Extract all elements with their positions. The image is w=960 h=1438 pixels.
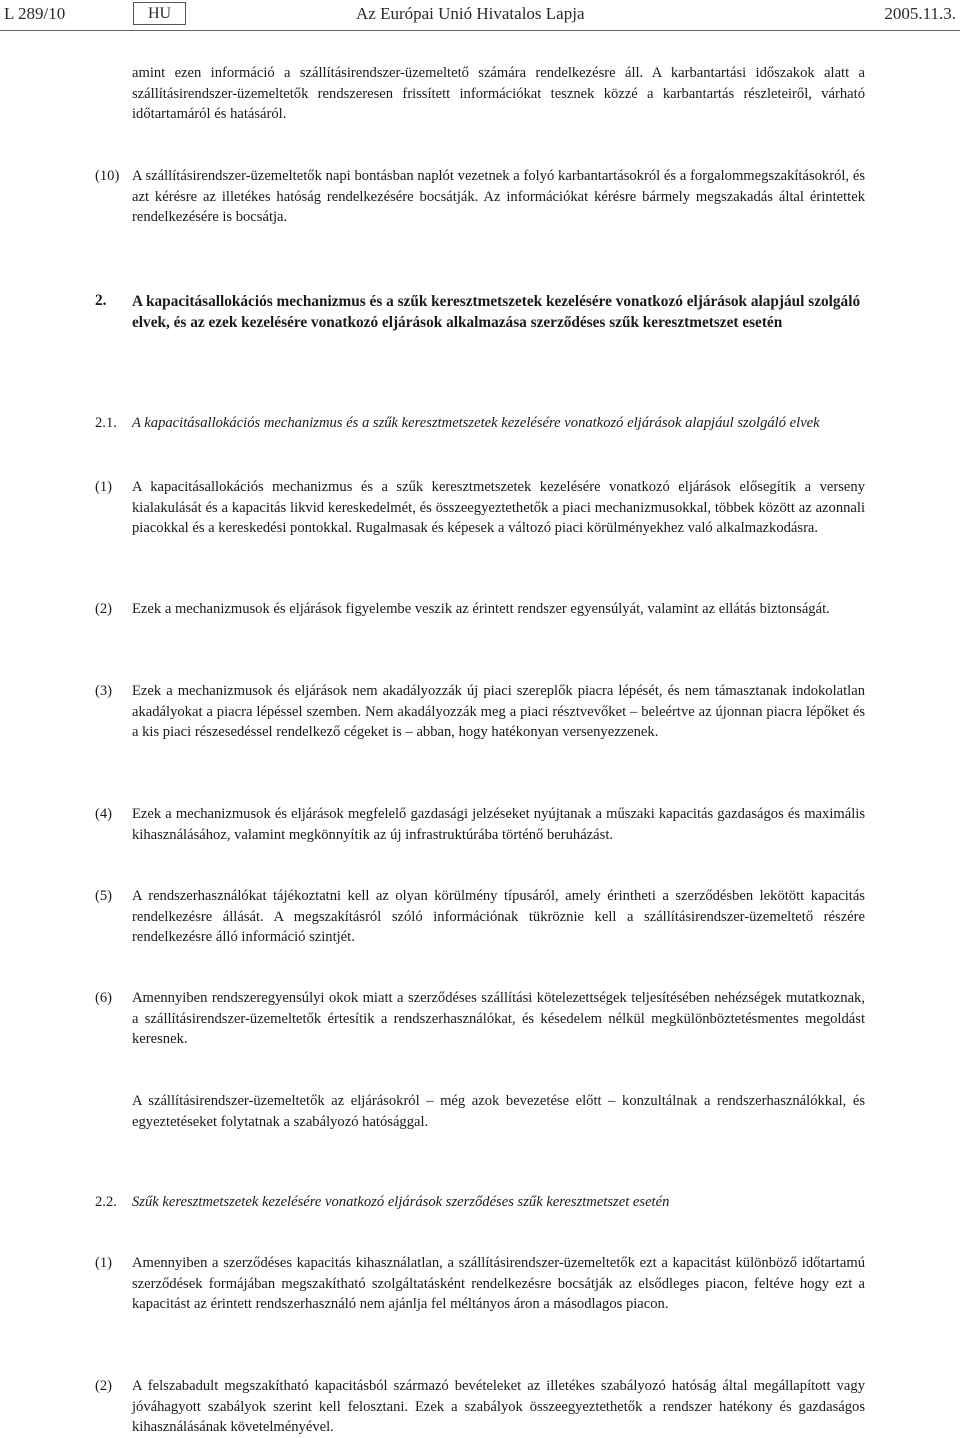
item-text: Ezek a mechanizmusok és eljárások figyelembe veszik az érintett rendszer egyensúlyát, valamint az ellátás biztonságát.	[132, 601, 830, 617]
section-number: 2.	[95, 292, 107, 309]
item-number: (3)	[95, 683, 113, 699]
intro-paragraph: amint ezen információ a szállításirendszer-üzemeltető számára rendelkezésre áll. A karbantartási időszakok alatt a szállításirendszer-üzemeltetők rendszeresen frissített információkat tesznek közzé a karbantartás részleteiről, várható időtartamáról és hatásáról.	[132, 65, 865, 122]
item-number: (5)	[95, 888, 113, 904]
item-number: (4)	[95, 806, 113, 822]
item-number: (1)	[95, 1255, 113, 1271]
header-divider	[0, 30, 960, 31]
paragraph-number: (10)	[95, 168, 120, 184]
subsection-heading: Szűk keresztmetszetek kezelésére vonatkozó eljárások szerződéses szűk keresztmetszet esetén	[132, 1194, 670, 1210]
closing-paragraph: A szállításirendszer-üzemeltetők az eljárásokról – még azok bevezetése előtt – konzultálnak a rendszerhasználókkal, és egyeztetéseket folytatnak a szabályozó hatósággal.	[132, 1093, 865, 1130]
item-text: Ezek a mechanizmusok és eljárások megfelelő gazdasági jelzéseket nyújtanak a műszaki kapacitás gazdaságos és maximális kihasználásához, valamint megkönnyítik az új infrastruktúrába történő beruházást.	[132, 806, 865, 843]
item-text: A rendszerhasználókat tájékoztatni kell az olyan körülmény típusáról, amely érintheti a szerződésben lekötött kapacitás rendelkezésre állását. A megszakításról szóló információnak tükröznie kell a szállításirendszer-üzemeltető részére rendelkezésre álló információ szintjét.	[132, 888, 865, 945]
publication-date: 2005.11.3.	[884, 4, 956, 23]
item-number: (2)	[95, 1378, 113, 1394]
subsection-heading: A kapacitásallokációs mechanizmus és a szűk keresztmetszetek kezelésére vonatkozó eljárások alapjául szolgáló elvek	[132, 415, 820, 431]
item-text: Ezek a mechanizmusok és eljárások nem akadályozzák új piaci szereplők piacra lépését, és nem támasztanak indokolatlan akadályokat a piacra lépéssel szemben. Nem akadályozzák meg a piaci résztvevőket – beleértve az újonnan piacra lépőket és a kis piaci részesedéssel rendelkező cégeket is – abban, hogy hatékonyan versenyezzenek.	[132, 683, 865, 740]
item-number: (2)	[95, 601, 113, 617]
subsection-number: 2.1.	[95, 415, 117, 431]
item-text: A kapacitásallokációs mechanizmus és a szűk keresztmetszetek kezelésére vonatkozó eljárások elősegítik a verseny kialakulását és a kapacitás likvid kereskedelmét, és összeegyeztethetők a piaci mechanizmusokkal, többek között az azonnali piacokkal és a kereskedési pontokkal. Rugalmasak és képesek a változó piaci körülményekhez való alkalmazkodásra.	[132, 479, 865, 536]
item-text: A felszabadult megszakítható kapacitásból származó bevételeket az illetékes szabályozó hatóság által megállapított vagy jóváhagyott szabályok szerint kell felosztani. Ezek a szabályok összeegyeztethetők a rendszer hatékony és gazdaságos kihasználásának követelményével.	[132, 1378, 865, 1435]
item-text: Amennyiben a szerződéses kapacitás kihasználatlan, a szállításirendszer-üzemeltetők ezt a kapacitást különböző időtartamú szerződések formájában megszakítható szolgáltatásként rendelkezésre bocsátják az elsődleges piacon, feltéve hogy ezt a kapacitást az érintett rendszerhasználó nem ajánlja fel méltányos áron a másodlagos piacon.	[132, 1255, 865, 1312]
section-heading: A kapacitásallokációs mechanizmus és a szűk keresztmetszetek kezelésére vonatkozó eljárások alapjául szolgáló elvek, és az ezek kezelésére vonatkozó eljárások alkalmazása szerződéses szűk keresztmetszet esetén	[132, 293, 861, 331]
paragraph-10-text: A szállításirendszer-üzemeltetők napi bontásban naplót vezetnek a folyó karbantartásokról és a forgalommegszakításokról, és azt kérésre az illetékes hatóság rendelkezésére bocsátják. Az információkat kérésre bármely megszakadás által érintettek rendelkezésére is bocsátja.	[132, 168, 865, 225]
item-number: (6)	[95, 990, 113, 1006]
language-code-box: HU	[133, 2, 186, 25]
journal-title: Az Európai Unió Hivatalos Lapja	[356, 4, 585, 23]
subsection-number: 2.2.	[95, 1194, 117, 1210]
item-text: Amennyiben rendszeregyensúlyi okok miatt a szerződéses szállítási kötelezettségek teljesítésében nehézségek mutatkoznak, a szállításirendszer-üzemeltetők értesítik a rendszerhasználókat, és késedelem nélkül megkülönböztetésmentes megoldást keresnek.	[132, 990, 865, 1047]
page-header	[0, 0, 960, 30]
page-reference: L 289/10	[4, 4, 66, 23]
item-number: (1)	[95, 479, 113, 495]
